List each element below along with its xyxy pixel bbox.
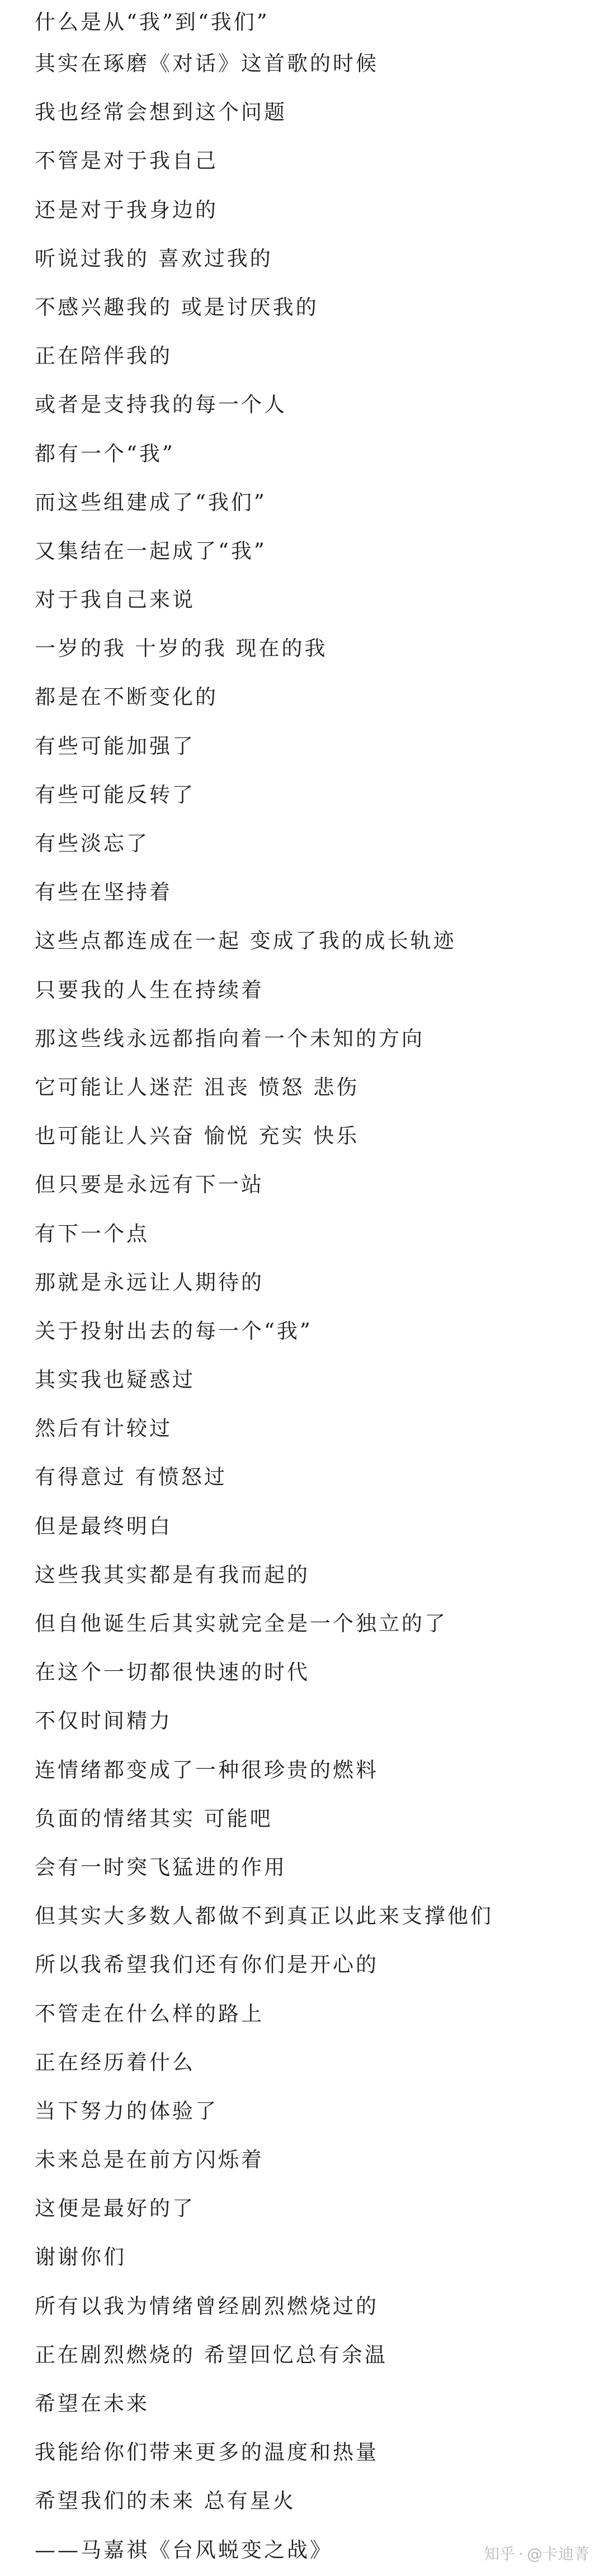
poem-line: 但自他诞生后其实就完全是一个独立的了 <box>35 1611 447 1636</box>
poem-line: 这些我其实都是有我而起的 <box>35 1562 310 1587</box>
poem-line: 有下一个点 <box>35 1221 149 1246</box>
watermark <box>484 2543 589 2565</box>
poem-line: 但是最终明白 <box>35 1514 172 1538</box>
poem-line: 会有一时突飞猛进的作用 <box>35 1855 287 1879</box>
poem-line: 希望我们的未来 总有星火 <box>35 2489 296 2513</box>
poem-line: 有些可能加强了 <box>35 734 195 758</box>
poem-line: 正在经历着什么 <box>35 2050 195 2074</box>
poem-line: 然后有计较过 <box>35 1416 172 1441</box>
poem-text <box>35 0 594 2574</box>
poem-line: 不管是对于我自己 <box>35 149 218 173</box>
poem-line: 还是对于我身边的 <box>35 197 218 222</box>
poem-line: 有些在坚持着 <box>35 880 172 905</box>
watermark-author: @卡迪菁 <box>526 2545 589 2563</box>
poem-line: 听说过我的 喜欢过我的 <box>35 246 273 271</box>
poem-line: 我能给你们带来更多的温度和热量 <box>35 2440 379 2465</box>
poem-line: 未来总是在前方闪烁着 <box>35 2148 264 2172</box>
poem-line: 但只要是永远有下一站 <box>35 1173 264 1197</box>
poem-line: 正在陪伴我的 <box>35 344 172 368</box>
watermark-separator: · <box>518 2545 523 2563</box>
poem-line: 也可能让人兴奋 愉悦 充实 快乐 <box>35 1124 360 1148</box>
poem-line: 有些淡忘了 <box>35 831 149 855</box>
poem-line: 都是在不断变化的 <box>35 685 218 710</box>
poem-line: 不仅时间精力 <box>35 1709 172 1733</box>
poem-line: ——马嘉祺《台风蜕变之战》 <box>35 2537 333 2562</box>
poem-line: 它可能让人迷茫 沮丧 愤怒 悲伤 <box>35 1075 360 1099</box>
poem-line: 其实在琢磨《对话》这首歌的时候 <box>35 51 379 75</box>
poem-line: 连情绪都变成了一种很珍贵的燃料 <box>35 1757 379 1782</box>
poem-line: 不感兴趣我的 或是讨厌我的 <box>35 295 319 319</box>
poem-line: 正在剧烈燃烧的 希望回忆总有余温 <box>35 2342 388 2367</box>
poem-line: 谢谢你们 <box>35 2245 126 2270</box>
poem-line: 或者是支持我的每一个人 <box>35 393 287 417</box>
poem-line: 希望在未来 <box>35 2391 149 2416</box>
poem-line: 所有以我为情绪曾经剧烈燃烧过的 <box>35 2294 379 2318</box>
poem-line: 关于投射出去的每一个“我” <box>35 1318 313 1343</box>
poem-line: 什么是从“我”到“我们” <box>35 10 270 34</box>
poem-line: 有得意过 有愤怒过 <box>35 1465 227 1490</box>
poem-line: 都有一个“我” <box>35 441 175 466</box>
poem-line: 其实我也疑惑过 <box>35 1368 195 1392</box>
poem-line: 只要我的人生在持续着 <box>35 977 264 1002</box>
poem-line: 这便是最好的了 <box>35 2196 195 2221</box>
watermark-site: 知乎 <box>484 2545 516 2563</box>
poem-line: 但其实大多数人都做不到真正以此来支撑他们 <box>35 1904 493 1929</box>
poem-line: 我也经常会想到这个问题 <box>35 100 287 125</box>
poem-line: 有些可能反转了 <box>35 782 195 807</box>
poem-line: 一岁的我 十岁的我 现在的我 <box>35 636 328 661</box>
poem-line: 这些点都连成在一起 变成了我的成长轨迹 <box>35 929 456 953</box>
poem-line: 那这些线永远都指向着一个未知的方向 <box>35 1026 424 1051</box>
poem-line: 负面的情绪其实 可能吧 <box>35 1806 273 1831</box>
poem-line: 那就是永远让人期待的 <box>35 1270 264 1294</box>
poem-line: 又集结在一起成了“我” <box>35 538 267 563</box>
poem-line: 而这些组建成了“我们” <box>35 490 267 514</box>
poem-line: 在这个一切都很快速的时代 <box>35 1660 310 1685</box>
poem-line: 所以我希望我们还有你们是开心的 <box>35 1953 379 1977</box>
poem-line: 不管走在什么样的路上 <box>35 2001 264 2026</box>
poem-line: 对于我自己来说 <box>35 588 195 612</box>
poem-line: 当下努力的体验了 <box>35 2098 218 2123</box>
